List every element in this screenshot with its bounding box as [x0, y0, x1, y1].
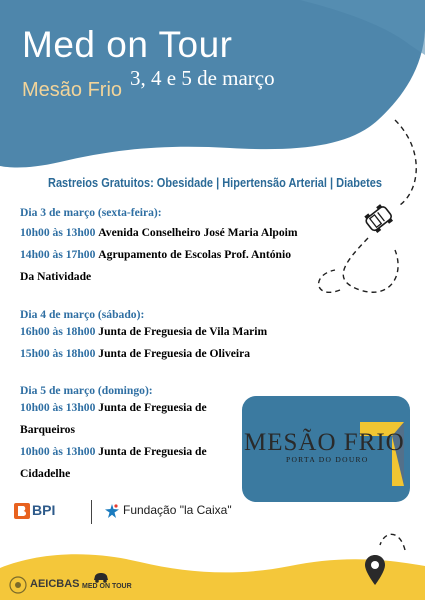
entry-place: Junta de Freguesia de	[98, 401, 207, 414]
event-dates: 3, 4 e 5 de março	[130, 66, 275, 90]
entry-place: Junta de Freguesia de Vila Marim	[98, 325, 268, 338]
entry-place-continued: Da Natividade	[20, 270, 92, 283]
day-heading: Dia 4 de março (sábado):	[20, 308, 145, 321]
municipality-logo-name: MESÃO FRIO	[244, 429, 405, 456]
entry-place: Agrupamento de Escolas Prof. António	[98, 248, 291, 261]
med-on-tour-car-icon	[92, 572, 110, 583]
sponsor-fundacao: Fundação "la Caixa"	[123, 503, 232, 517]
municipality-logo-tagline: PORTA DO DOURO	[286, 455, 369, 464]
day-heading: Dia 3 de março (sexta-feira):	[20, 206, 162, 219]
aecbas-emblem-icon	[8, 575, 28, 595]
footer-aecbas: AEICBAS	[30, 578, 80, 590]
entry-place-continued: Barqueiros	[20, 423, 75, 436]
entry-time: 10h00 às 13h00	[20, 401, 96, 414]
entry-time: 10h00 às 13h00	[20, 226, 96, 239]
screenings-label: Rastreios Gratuitos: Obesidade | Hipertensão Arterial | Diabetes	[48, 176, 383, 190]
entry-place: Junta de Freguesia de Oliveira	[98, 347, 251, 360]
entry-time: 14h00 às 17h00	[20, 248, 96, 261]
day-heading: Dia 5 de março (domingo):	[20, 384, 153, 397]
entry-time: 10h00 às 13h00	[20, 445, 96, 458]
map-pin-icon	[364, 554, 386, 586]
footer-med-on-tour: MED ON TOUR	[82, 583, 132, 590]
location-subtitle: Mesão Frio	[22, 79, 123, 101]
entry-place-continued: Cidadelhe	[20, 467, 71, 480]
sponsor-bpi: BPI	[32, 502, 56, 518]
page-title: Med on Tour	[22, 24, 233, 65]
entry-time: 15h00 às 18h00	[20, 347, 96, 360]
entry-time: 16h00 às 18h00	[20, 325, 96, 338]
entry-place: Junta de Freguesia de	[98, 445, 207, 458]
entry-place: Avenida Conselheiro José Maria Alpoim	[98, 226, 298, 239]
